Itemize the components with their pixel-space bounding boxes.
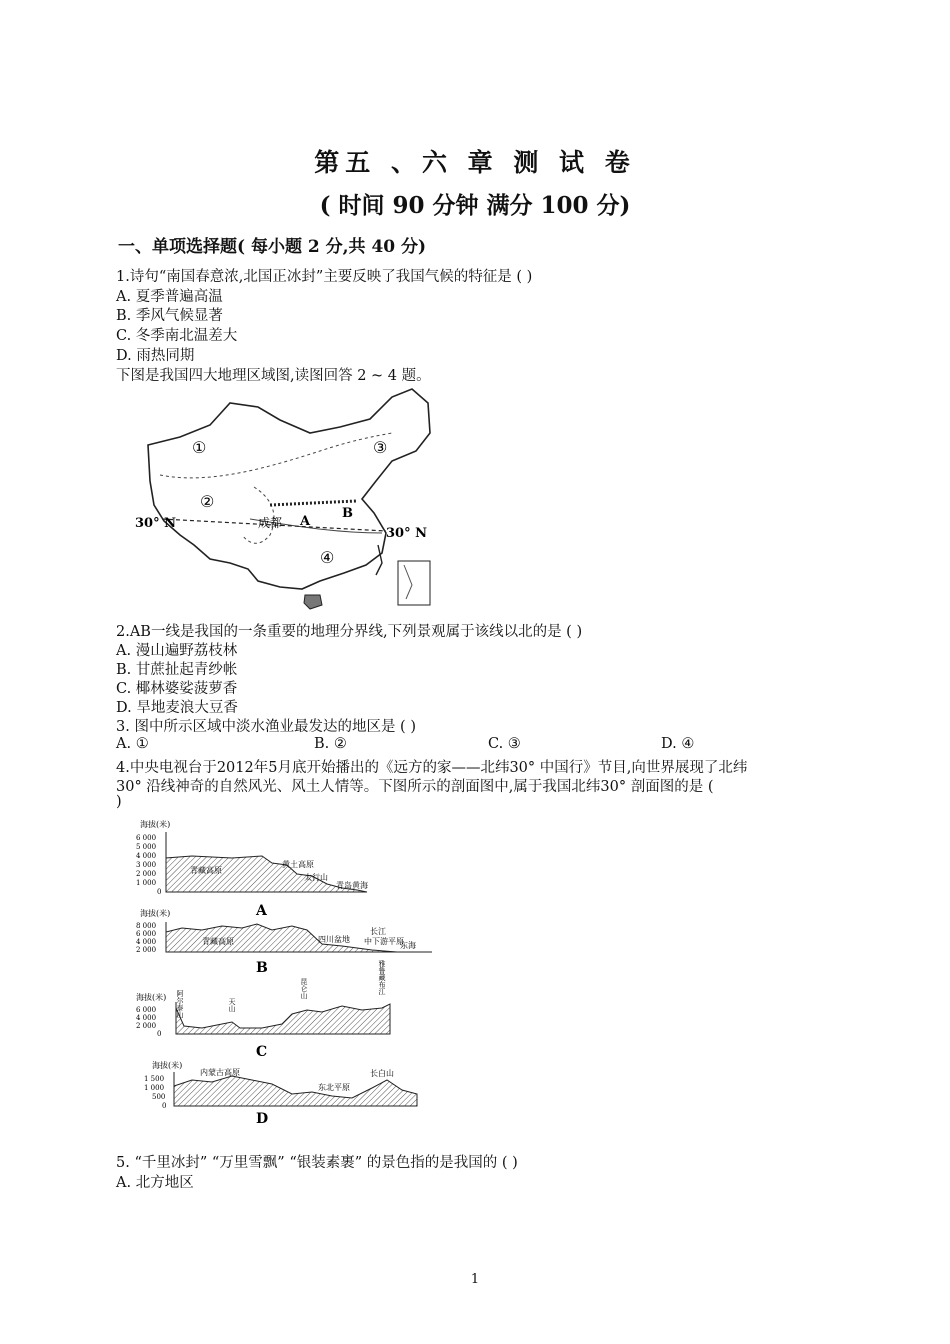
- profile-b-axis-title: 海拔(米): [140, 909, 171, 918]
- profile-a-letter: A: [256, 903, 267, 919]
- section-heading: 一、单项选择题( 每小题 2 分,共 40 分): [118, 237, 427, 257]
- q4-stem-line2: 30° 沿线神奇的自然风光、风土人情等。下图所示的剖面图中,属于我国北纬30° 剖面图的是 (: [116, 779, 714, 795]
- profile-a: [136, 819, 368, 919]
- profile-a-tick: 3 000: [136, 861, 157, 869]
- point-a-label: A: [300, 514, 311, 529]
- point-b-label: B: [342, 506, 353, 521]
- q3-option-d: D. ④: [661, 736, 695, 752]
- profile-a-tick: 6 000: [136, 834, 157, 842]
- profile-d-label: 长白山: [370, 1069, 394, 1078]
- profile-d-tick: 0: [162, 1102, 167, 1110]
- q4-stem-line3: ): [116, 794, 122, 810]
- q1-option-d: D. 雨热同期: [116, 348, 195, 364]
- profile-b-tick: 6 000: [136, 930, 157, 938]
- profile-a-label: 太行山: [304, 873, 328, 882]
- profile-a-label: 青藏高原: [190, 866, 222, 875]
- taiwan-island: [376, 545, 382, 575]
- profile-d-terrain: [174, 1076, 417, 1106]
- profile-c-letter: C: [256, 1044, 268, 1060]
- profile-a-tick: 0: [157, 888, 162, 896]
- china-outline: [148, 389, 430, 589]
- profile-c-tick: 6 000: [136, 1006, 157, 1014]
- profile-b-tick: 4 000: [136, 938, 157, 946]
- profile-a-tick: 1 000: [136, 879, 157, 887]
- profile-d-tick: 500: [152, 1093, 166, 1101]
- region-2-label: ②: [200, 492, 215, 511]
- profile-c-tick: 0: [157, 1030, 162, 1038]
- elevation-profiles-figure: [132, 818, 432, 1128]
- q2-option-a: A. 漫山遍野荔枝林: [116, 643, 238, 659]
- inset-coast: [404, 565, 412, 599]
- profile-b-letter: B: [256, 960, 268, 976]
- q2-option-b: B. 甘蔗扯起青纱帐: [116, 662, 238, 678]
- profile-b-label: 中下游平原: [364, 937, 404, 946]
- q1-option-a: A. 夏季普遍高温: [116, 289, 223, 305]
- profile-b-label: 四川盆地: [318, 935, 350, 944]
- profile-d: [144, 1060, 417, 1127]
- exam-subtitle: ( 时间 90 分钟 满分 100 分): [319, 192, 631, 219]
- profile-c-label: 雅鲁藏布江: [378, 960, 386, 995]
- q1-stem: 1.诗句“南国春意浓,北国正冰封”主要反映了我国气候的特征是 ( ): [116, 269, 533, 285]
- profile-a-label: 黄土高原: [282, 860, 314, 869]
- q3-stem: 3. 图中所示区域中淡水渔业最发达的地区是 ( ): [116, 719, 416, 735]
- profile-a-label: 青岛黄海: [336, 881, 368, 890]
- china-regions-map: [130, 385, 440, 615]
- lat-right-label: 30° N: [386, 526, 427, 541]
- profile-c-terrain: [176, 1004, 390, 1034]
- profile-a-axis-title: 海拔(米): [140, 820, 171, 829]
- profile-d-tick: 1 500: [144, 1075, 165, 1083]
- page-number: 1: [470, 1272, 480, 1287]
- hainan-island: [304, 595, 322, 609]
- q4-stem-line1: 4.中央电视台于2012年5月底开始播出的《远方的家——北纬30° 中国行》节目,向世界展现了北纬: [116, 760, 748, 776]
- map-intro: 下图是我国四大地理区域图,读图回答 2 ~ 4 题。: [116, 368, 431, 384]
- profile-c-tick: 2 000: [136, 1022, 157, 1030]
- profile-a-tick: 4 000: [136, 852, 157, 860]
- profile-d-tick: 1 000: [144, 1084, 165, 1092]
- q2-option-d: D. 旱地麦浪大豆香: [116, 700, 238, 716]
- profile-c-label: 昆仑山: [300, 978, 308, 999]
- profile-d-label: 内蒙古高原: [200, 1068, 240, 1077]
- region-1-label: ①: [192, 438, 207, 457]
- profile-b-label: 青藏高原: [202, 937, 234, 946]
- region-4-label: ④: [320, 548, 335, 567]
- profile-c-label: 阿尔泰山: [176, 990, 184, 1018]
- profile-c-axis-title: 海拔(米): [136, 993, 167, 1002]
- q3-option-c: C. ③: [488, 736, 521, 752]
- profile-d-letter: D: [256, 1111, 269, 1127]
- qinling-line: [270, 501, 356, 505]
- profile-a-tick: 2 000: [136, 870, 157, 878]
- profile-b-tick: 8 000: [136, 922, 157, 930]
- south-sea-inset: [398, 561, 430, 605]
- q1-option-b: B. 季风气候显著: [116, 308, 223, 324]
- profile-d-label: 东北平原: [318, 1083, 350, 1092]
- q1-option-c: C. 冬季南北温差大: [116, 328, 238, 344]
- q5-option-a: A. 北方地区: [116, 1175, 194, 1191]
- page-title: 第五 、六 章 测 试 卷: [314, 148, 636, 177]
- profile-c-label: 天山: [228, 998, 236, 1012]
- profile-d-axis-title: 海拔(米): [152, 1061, 183, 1070]
- q2-option-c: C. 椰林婆娑菠萝香: [116, 681, 238, 697]
- profile-c-tick: 4 000: [136, 1014, 157, 1022]
- region-3-label: ③: [373, 438, 388, 457]
- q3-option-b: B. ②: [314, 736, 347, 752]
- chengdu-label: 成都: [258, 516, 283, 530]
- lat-left-label: 30° N: [135, 516, 176, 531]
- q5-stem: 5. “千里冰封” “万里雪飘” “银装素裹” 的景色指的是我国的 ( ): [116, 1155, 518, 1171]
- q3-option-a: A. ①: [116, 736, 149, 752]
- profile-b: [136, 908, 432, 976]
- profile-b-tick: 2 000: [136, 946, 157, 954]
- profile-a-tick: 5 000: [136, 843, 157, 851]
- q2-stem: 2.AB一线是我国的一条重要的地理分界线,下列景观属于该线以北的是 ( ): [116, 624, 583, 640]
- profile-b-label: 长江: [370, 927, 386, 936]
- profile-b-label: 东海: [400, 941, 416, 950]
